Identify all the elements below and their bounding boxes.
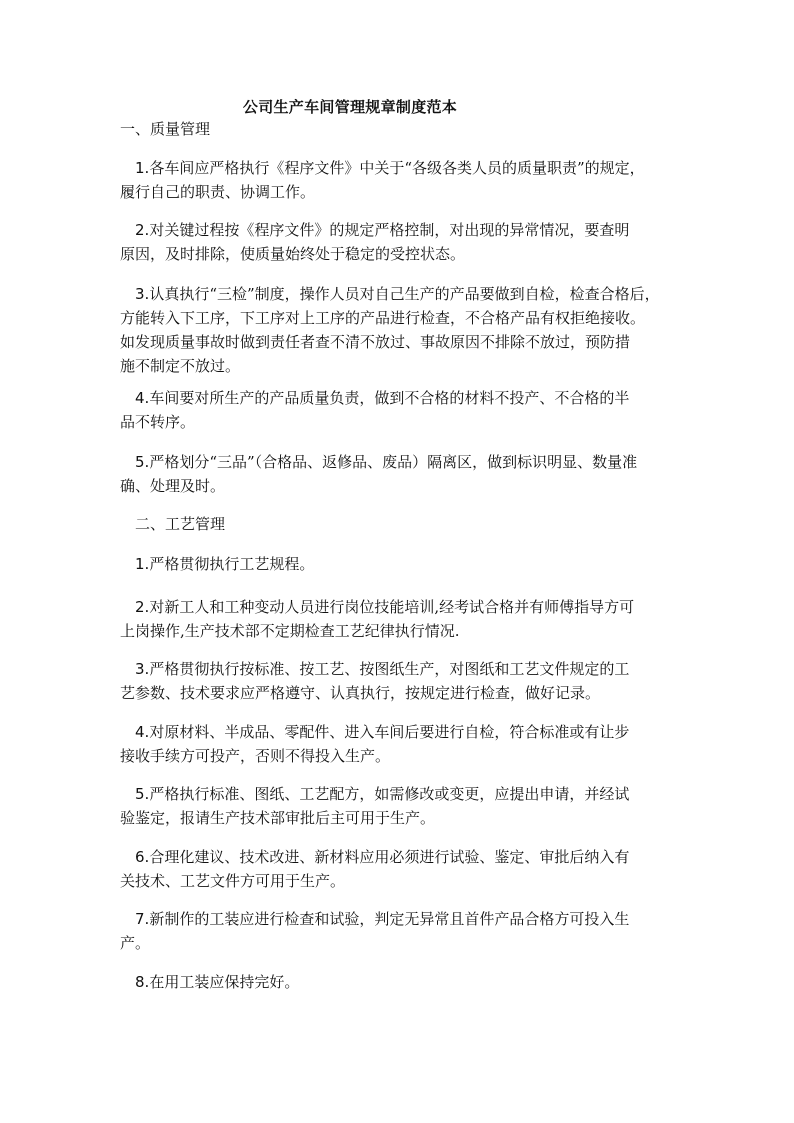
quality-item-1 xyxy=(120,156,680,204)
process-item-8 xyxy=(120,970,680,994)
quality-item-3 xyxy=(120,282,680,378)
paragraph-line: 如发现质量事故时做到责任者查不清不放过、事故原因不排除不放过，预防措 xyxy=(120,333,631,351)
paragraph-line: 6.合理化建议、技术改进、新材料应用必须进行试验、鉴定、审批后纳入有 xyxy=(135,848,630,866)
item-number: 7. xyxy=(135,910,150,928)
paragraph-line: 4.对原材料、半成品、零配件、进入车间后要进行自检，符合标准或有让步 xyxy=(135,723,630,741)
paragraph-line: 确、处理及时。 xyxy=(120,477,226,495)
paragraph-line: 关技术、工艺文件方可用于生产。 xyxy=(120,872,346,890)
paragraph-line: 4.车间要对所生产的产品质量负责，做到不合格的材料不投产、不合格的半 xyxy=(135,389,630,407)
item-number: 5. xyxy=(135,453,150,471)
paragraph-line: 3.认真执行“三检”制度，操作人员对自己生产的产品要做到自检，检查合格后， xyxy=(135,285,660,303)
process-item-1 xyxy=(120,552,680,576)
paragraph-line: 品不转序。 xyxy=(120,413,196,431)
paragraph-line: 艺参数、技术要求应严格遵守、认真执行，按规定进行检查，做好记录。 xyxy=(120,684,601,702)
item-number: 4. xyxy=(135,723,150,741)
process-item-2 xyxy=(120,595,680,643)
process-item-5 xyxy=(120,782,680,830)
paragraph-line: 7.新制作的工装应进行检查和试验，判定无异常且首件产品合格方可投入生 xyxy=(135,910,630,928)
quality-item-4 xyxy=(120,386,680,434)
document-title: 公司生产车间管理规章制度范本 xyxy=(242,98,458,116)
paragraph-line: 2.对新工人和工种变动人员进行岗位技能培训,经考试合格并有师傅指导方可 xyxy=(135,598,635,616)
paragraph-line: 3.严格贯彻执行按标准、按工艺、按图纸生产，对图纸和工艺文件规定的工 xyxy=(135,660,630,678)
process-item-7 xyxy=(120,907,680,955)
item-number: 5. xyxy=(135,785,150,803)
paragraph-line: 5.严格划分“三品”（合格品、返修品、废品）隔离区，做到标识明显、数量准 xyxy=(135,453,638,471)
paragraph-line: 上岗操作,生产技术部不定期检查工艺纪律执行情况. xyxy=(120,622,460,640)
item-number: 6. xyxy=(135,848,150,866)
section-heading-quality: 一、质量管理 xyxy=(120,120,211,138)
process-item-6 xyxy=(120,845,680,893)
process-item-4 xyxy=(120,720,680,768)
process-item-3 xyxy=(120,657,680,705)
paragraph-line: 2.对关键过程按《程序文件》的规定严格控制，对出现的异常情况，要查明 xyxy=(135,221,630,239)
paragraph-line: 1.各车间应严格执行《程序文件》中关于“各级各类人员的质量职责”的规定， xyxy=(135,159,645,177)
paragraph-line: 接收手续方可投产，否则不得投入生产。 xyxy=(120,747,391,765)
paragraph-line: 施不制定不放过。 xyxy=(120,357,241,375)
item-number: 2. xyxy=(135,598,150,616)
paragraph-line: 验鉴定，报请生产技术部审批后主可用于生产。 xyxy=(120,809,436,827)
item-number: 4. xyxy=(135,389,150,407)
item-number: 2. xyxy=(135,221,150,239)
section-heading-process: 二、工艺管理 xyxy=(135,515,226,533)
paragraph-line: 产。 xyxy=(120,934,151,952)
paragraph-line: 原因，及时排除，使质量始终处于稳定的受控状态。 xyxy=(120,245,466,263)
item-number: 3. xyxy=(135,660,150,678)
item-number: 8. xyxy=(135,973,150,991)
paragraph-line: 5.严格执行标准、图纸、工艺配方，如需修改或变更，应提出申请，并经试 xyxy=(135,785,630,803)
paragraph-line: 1.严格贯彻执行工艺规程。 xyxy=(135,555,315,573)
item-number: 1. xyxy=(135,555,150,573)
quality-item-5 xyxy=(120,450,680,498)
paragraph-line: 8.在用工装应保持完好。 xyxy=(135,973,300,991)
item-number: 3. xyxy=(135,285,150,303)
paragraph-line: 方能转入下工序，下工序对上工序的产品进行检查，不合格产品有权拒绝接收。 xyxy=(120,309,646,327)
item-number: 1. xyxy=(135,159,150,177)
paragraph-line: 履行自己的职责、协调工作。 xyxy=(120,183,316,201)
quality-item-2 xyxy=(120,218,680,266)
